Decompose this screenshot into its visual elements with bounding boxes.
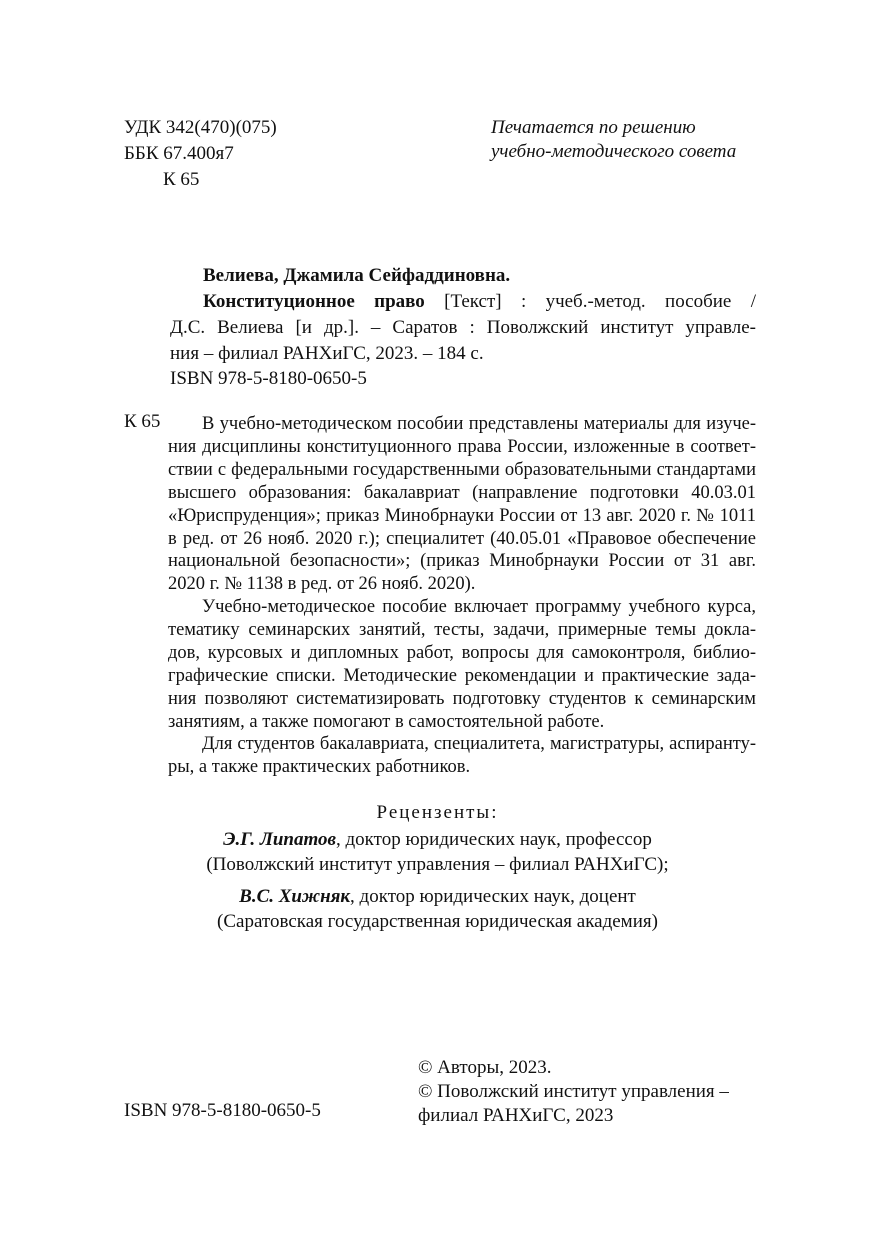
reviewer-2-name: В.С. Хижняк bbox=[239, 886, 351, 907]
reviewer-1-line bbox=[0, 827, 875, 853]
book-title-line bbox=[203, 289, 756, 315]
book-title-rest: [Текст] : учеб.-метод. пособие / bbox=[424, 291, 756, 312]
reviewer-1-name: Э.Г. Липатов bbox=[223, 829, 337, 850]
reviewer-1-credentials: , доктор юридических наук, профессор bbox=[336, 829, 652, 850]
annotation-line: В учебно-методическом пособии представлены материалы для изуче- bbox=[202, 414, 756, 434]
annotation-line: дов, курсовых и дипломных работ, вопросы для самоконтроля, библио- bbox=[168, 642, 756, 663]
reviewer-2-affiliation: (Саратовская государственная юридическая академия) bbox=[217, 911, 658, 932]
annotation-paragraph-3 bbox=[168, 733, 756, 779]
annotation-line: 2020 г. № 1138 в ред. от 26 нояб. 2020). bbox=[168, 574, 476, 595]
annotation-line: в ред. от 26 нояб. 2020 г.); специалитет (40.05.01 «Правовое обеспечение bbox=[168, 528, 756, 549]
book-author: Велиева, Джамила Сейфаддиновна. bbox=[203, 265, 511, 286]
annotation-line: Для студентов бакалавриата, специалитета, магистратуры, аспиранту- bbox=[202, 734, 756, 754]
reviewer-1-affiliation: (Поволжский институт управления – филиал РАНХиГС); bbox=[206, 854, 669, 875]
annotation-line: «Юриспруденция»; приказ Минобрнауки России от 13 авг. 2020 г. № 1011 bbox=[168, 505, 756, 526]
author-mark: К 65 bbox=[163, 169, 200, 190]
annotation-line: тематику семинарских занятий, тесты, задачи, примерные темы докла- bbox=[168, 619, 756, 640]
annotation-line: национальной безопасности»; (приказ Минобрнауки России от 31 авг. bbox=[168, 551, 756, 572]
annotation-line: занятиям, а также помогают в самостоятельной работе. bbox=[168, 711, 605, 732]
reviewer-2-line bbox=[0, 884, 875, 910]
reviewer-2-credentials: , доктор юридических наук, доцент bbox=[350, 886, 636, 907]
publish-note-line2: учебно-методического совета bbox=[491, 141, 737, 162]
annotation-paragraph-1 bbox=[168, 413, 756, 596]
book-record-line3: ния – филиал РАНХиГС, 2023. – 184 с. bbox=[170, 343, 484, 364]
book-title: Конституционное право bbox=[203, 291, 425, 312]
copyright-institute-line2: филиал РАНХиГС, 2023 bbox=[418, 1105, 614, 1126]
publish-note-line1: Печатается по решению bbox=[491, 117, 696, 138]
footer-isbn: ISBN 978-5-8180-0650-5 bbox=[124, 1100, 321, 1121]
reviewers-heading: Рецензенты: bbox=[376, 802, 499, 823]
copyright-institute-line1: © Поволжский институт управления – bbox=[418, 1081, 729, 1102]
annotation-line: ния дисциплины конституционного права России, изложенные в соответ- bbox=[168, 436, 756, 457]
annotation-line: ствии с федеральными государственными образовательными стандартами bbox=[168, 459, 756, 480]
book-isbn: ISBN 978-5-8180-0650-5 bbox=[170, 368, 367, 389]
annotation-line: Учебно-методическое пособие включает программу учебного курса, bbox=[202, 597, 756, 617]
annotation-paragraph-2 bbox=[168, 596, 756, 733]
annotation-line: высшего образования: бакалавриат (направление подготовки 40.03.01 bbox=[168, 482, 756, 503]
annotation-line: ры, а также практических работников. bbox=[168, 756, 471, 777]
annotation-line: ния позволяют систематизировать подготовку студентов к семинарским bbox=[168, 688, 756, 709]
copyright-authors: © Авторы, 2023. bbox=[418, 1057, 552, 1078]
annotation-line: графические списки. Методические рекомендации и практические зада- bbox=[168, 665, 756, 686]
bbk-code: ББК 67.400я7 bbox=[124, 143, 234, 164]
book-record-line2: Д.С. Велиева [и др.]. – Саратов : Поволжский институт управле- bbox=[170, 317, 756, 338]
udk-code: УДК 342(470)(075) bbox=[124, 117, 277, 138]
annotation-mark: К 65 bbox=[124, 411, 161, 432]
